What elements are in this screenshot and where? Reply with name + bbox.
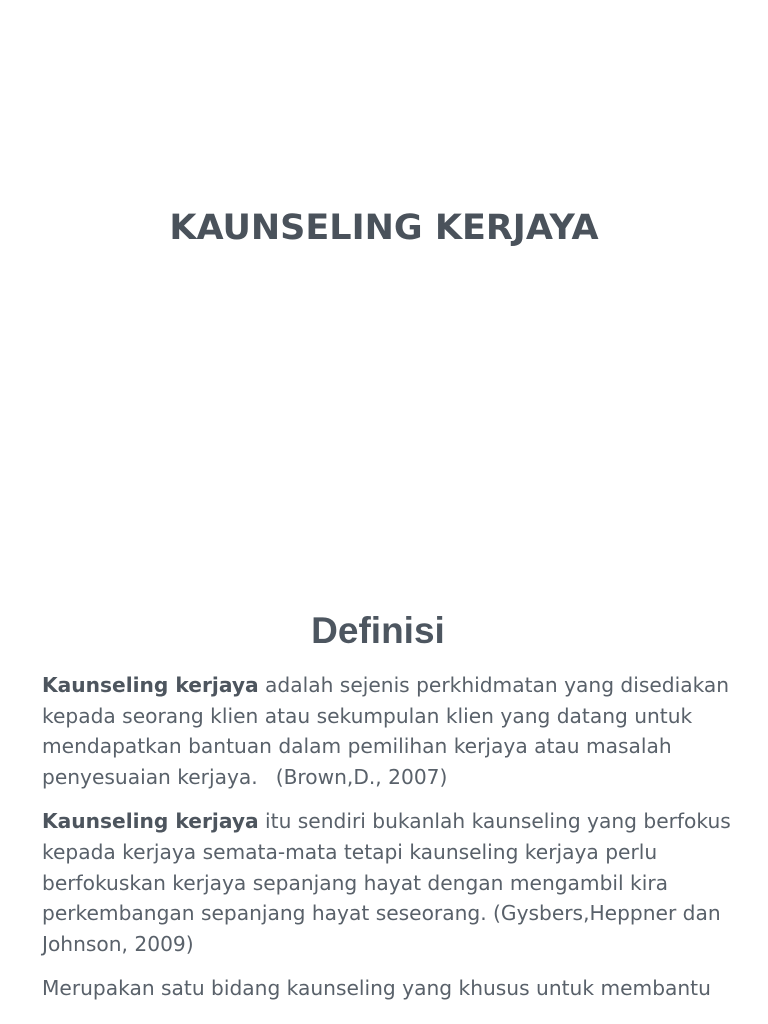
slide-title: KAUNSELING KERJAYA xyxy=(169,208,599,248)
definition-text: adalah sejenis perkhidmatan yang disediakan kepada seorang klien atau sekumpulan klien yang datang untuk mendapatkan bantuan dalam pemilihan kerjaya atau masalah penyesuaian kerjaya. xyxy=(42,673,730,789)
definition-paragraph-1 xyxy=(42,670,742,792)
definition-text: itu sendiri bukanlah kaunseling yang berfokus kepada kerjaya semata-mata tetapi kaunseling kerjaya perlu berfokuskan kerjaya sepanjang hayat dengan mengambil kira perkembangan sepanjang hayat seseorang. (Gysbers,Heppner dan Johnson, 2009) xyxy=(42,809,731,956)
definition-text: Merupakan satu bidang kaunseling yang khusus untuk membantu xyxy=(42,976,711,1001)
definition-term: Kaunseling kerjaya xyxy=(42,809,259,834)
definition-term: Kaunseling kerjaya xyxy=(42,673,259,697)
citation: (Brown,D., 2007) xyxy=(275,764,448,789)
definition-paragraph-2 xyxy=(42,806,742,959)
section-heading: Definisi xyxy=(311,610,445,651)
definition-paragraph-3 xyxy=(42,973,742,1004)
definition-body xyxy=(42,670,742,1018)
